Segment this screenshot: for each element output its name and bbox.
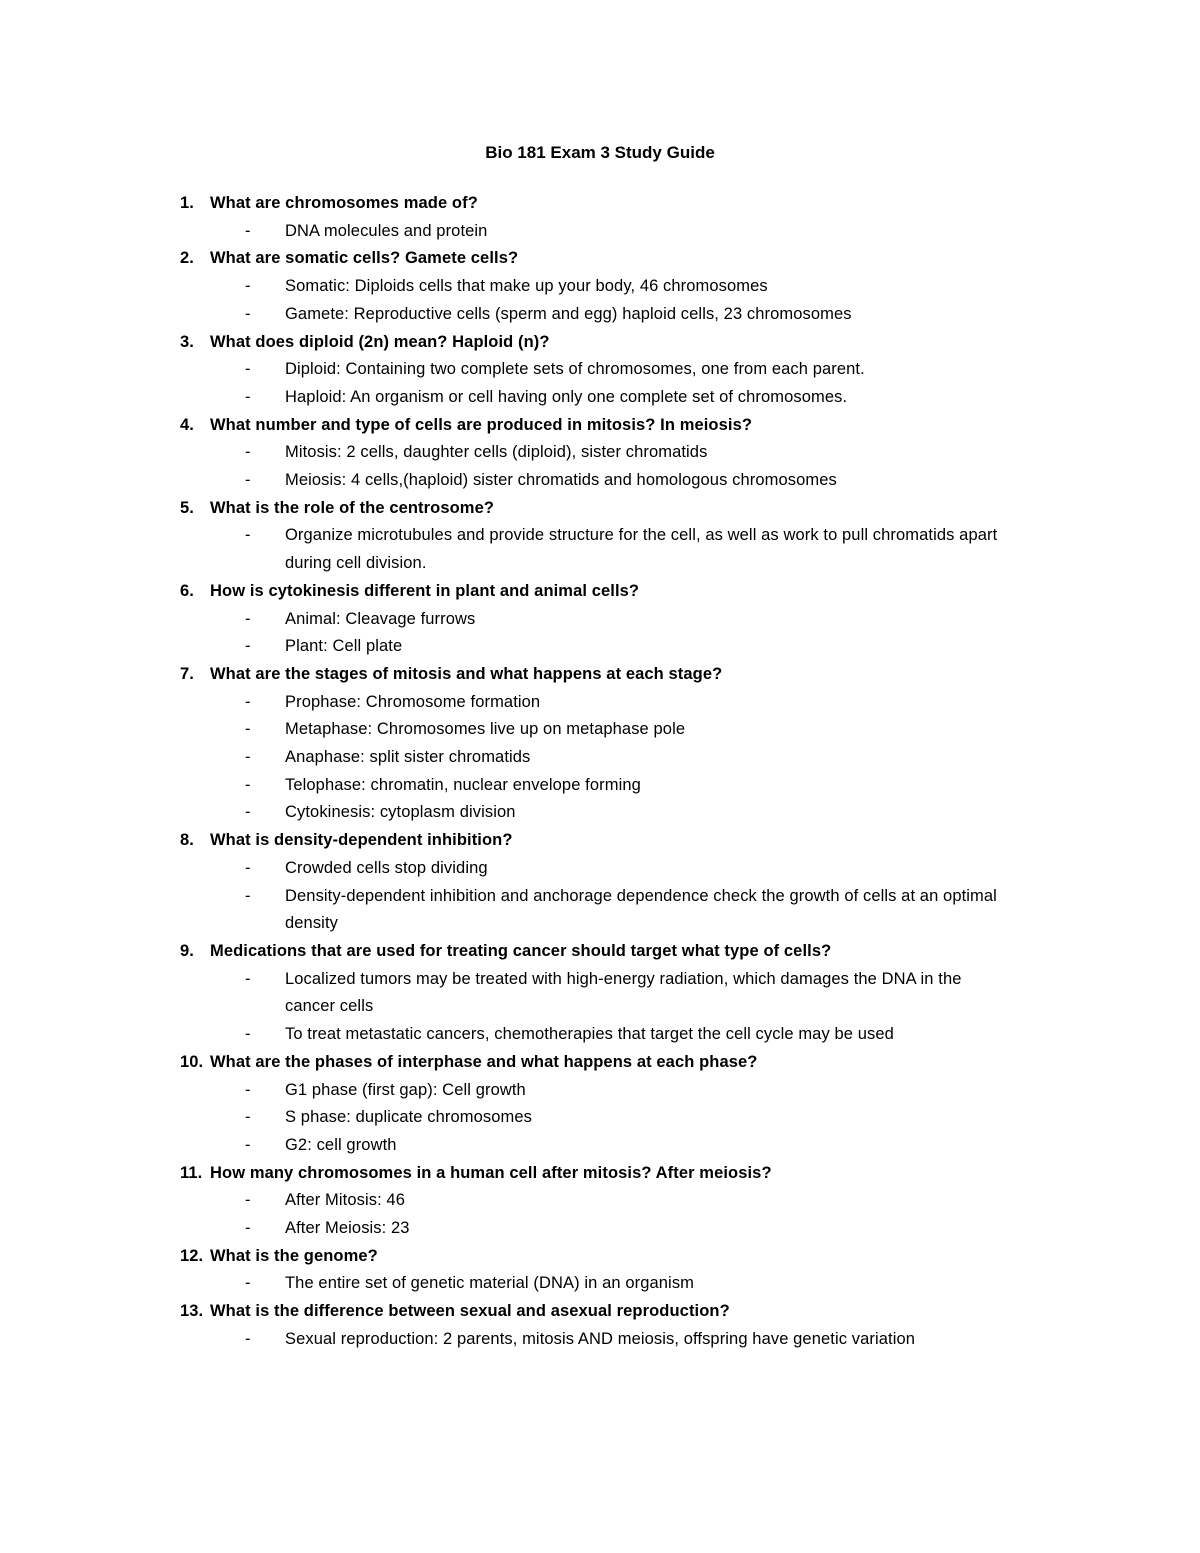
question-item xyxy=(180,245,1032,273)
question-text: How is cytokinesis different in plant and animal cells? xyxy=(210,581,640,600)
question-text: What is the genome? xyxy=(210,1246,378,1265)
answer-text: Sexual reproduction: 2 parents, mitosis AND meiosis, offspring have genetic variation xyxy=(285,1329,916,1348)
question-number: 9. xyxy=(180,941,194,960)
question-number: 13. xyxy=(180,1302,204,1321)
dash-bullet: - xyxy=(245,277,251,296)
dash-bullet: - xyxy=(245,775,251,794)
document-title: Bio 181 Exam 3 Study Guide xyxy=(485,143,715,162)
answer-text: Prophase: Chromosome formation xyxy=(285,692,541,711)
question-number: 8. xyxy=(180,831,194,850)
question-item xyxy=(180,661,1032,689)
question-number: 1. xyxy=(180,194,194,212)
answer-text: Haploid: An organism or cell having only one complete set of chromosomes. xyxy=(285,387,848,406)
question-number: 3. xyxy=(180,332,194,351)
question-item xyxy=(180,412,1032,440)
dash-bullet: - xyxy=(245,969,251,988)
answer-item xyxy=(245,772,1032,800)
study-guide-list xyxy=(180,190,1032,1354)
answer-item xyxy=(245,218,1032,246)
question-text: What are somatic cells? Gamete cells? xyxy=(210,249,519,268)
dash-bullet: - xyxy=(245,1025,251,1044)
dash-bullet: - xyxy=(245,1219,251,1238)
dash-bullet: - xyxy=(245,1135,251,1154)
question-number: 4. xyxy=(180,415,194,434)
answer-item xyxy=(245,606,1032,634)
answer-text: Localized tumors may be treated with high-energy radiation, which damages the DNA in the cancer cells xyxy=(285,969,962,1016)
dash-bullet: - xyxy=(245,360,251,379)
answer-item xyxy=(245,1270,1032,1298)
question-item xyxy=(180,495,1032,523)
dash-bullet: - xyxy=(245,526,251,545)
answer-text: Diploid: Containing two complete sets of chromosomes, one from each parent. xyxy=(285,360,865,379)
dash-bullet: - xyxy=(245,387,251,406)
answer-text: Metaphase: Chromosomes live up on metaphase pole xyxy=(285,720,686,739)
question-number: 6. xyxy=(180,581,194,600)
answer-item xyxy=(245,1104,1032,1132)
answer-item xyxy=(245,716,1032,744)
answer-text: Meiosis: 4 cells,(haploid) sister chromatids and homologous chromosomes xyxy=(285,471,837,490)
question-text: What number and type of cells are produced in mitosis? In meiosis? xyxy=(210,415,753,434)
answer-text: Animal: Cleavage furrows xyxy=(285,609,476,628)
question-number: 10. xyxy=(180,1052,204,1071)
question-number: 11. xyxy=(180,1163,203,1182)
answer-text: After Mitosis: 46 xyxy=(285,1191,405,1210)
answer-item xyxy=(245,744,1032,772)
dash-bullet: - xyxy=(245,443,251,462)
question-item xyxy=(180,827,1032,855)
question-text: What is density-dependent inhibition? xyxy=(210,831,513,850)
answer-text: DNA molecules and protein xyxy=(285,221,488,240)
question-item xyxy=(180,1243,1032,1271)
answer-item xyxy=(245,273,1032,301)
dash-bullet: - xyxy=(245,609,251,628)
answer-text: After Meiosis: 23 xyxy=(285,1219,410,1238)
question-item xyxy=(180,190,1032,218)
question-text: What are the phases of interphase and what happens at each phase? xyxy=(210,1052,758,1071)
answer-text: The entire set of genetic material (DNA) in an organism xyxy=(285,1274,695,1293)
dash-bullet: - xyxy=(245,1080,251,1099)
answer-item xyxy=(245,855,1032,883)
question-item xyxy=(180,329,1032,357)
answer-item xyxy=(245,522,1032,577)
answer-item xyxy=(245,1326,1032,1354)
dash-bullet: - xyxy=(245,692,251,711)
answer-item xyxy=(245,1215,1032,1243)
answer-item xyxy=(245,439,1032,467)
answer-item xyxy=(245,883,1032,938)
answer-text: G2: cell growth xyxy=(285,1135,397,1154)
answer-item xyxy=(245,633,1032,661)
question-item xyxy=(180,1160,1032,1188)
question-text: What are the stages of mitosis and what happens at each stage? xyxy=(210,664,723,683)
dash-bullet: - xyxy=(245,471,251,490)
question-text: Medications that are used for treating cancer should target what type of cells? xyxy=(210,941,832,960)
dash-bullet: - xyxy=(245,637,251,656)
answer-item xyxy=(245,966,1032,1021)
question-text: What are chromosomes made of? xyxy=(210,194,478,212)
question-item xyxy=(180,1298,1032,1326)
question-number: 2. xyxy=(180,249,194,268)
answer-text: S phase: duplicate chromosomes xyxy=(285,1108,532,1127)
answer-text: Cytokinesis: cytoplasm division xyxy=(285,803,516,822)
answer-item xyxy=(245,799,1032,827)
answer-text: Plant: Cell plate xyxy=(285,637,403,656)
dash-bullet: - xyxy=(245,1108,251,1127)
question-text: How many chromosomes in a human cell after mitosis? After meiosis? xyxy=(210,1163,772,1182)
answer-item xyxy=(245,384,1032,412)
answer-item xyxy=(245,1021,1032,1049)
answer-item xyxy=(245,467,1032,495)
dash-bullet: - xyxy=(245,886,251,905)
question-text: What is the difference between sexual and asexual reproduction? xyxy=(210,1302,730,1321)
answer-text: G1 phase (first gap): Cell growth xyxy=(285,1080,526,1099)
dash-bullet: - xyxy=(245,858,251,877)
question-text: What is the role of the centrosome? xyxy=(210,498,495,517)
answer-text: Mitosis: 2 cells, daughter cells (diploid), sister chromatids xyxy=(285,443,708,462)
question-item xyxy=(180,938,1032,966)
dash-bullet: - xyxy=(245,221,251,240)
question-item xyxy=(180,1049,1032,1077)
question-text: What does diploid (2n) mean? Haploid (n)? xyxy=(210,332,550,351)
dash-bullet: - xyxy=(245,803,251,822)
question-item xyxy=(180,578,1032,606)
dash-bullet: - xyxy=(245,748,251,767)
answer-text: Somatic: Diploids cells that make up your body, 46 chromosomes xyxy=(285,277,768,296)
dash-bullet: - xyxy=(245,1191,251,1210)
answer-item xyxy=(245,1187,1032,1215)
dash-bullet: - xyxy=(245,304,251,323)
answer-text: Crowded cells stop dividing xyxy=(285,858,488,877)
answer-item xyxy=(245,689,1032,717)
answer-text: Density-dependent inhibition and anchorage dependence check the growth of cells at an optimal density xyxy=(285,886,997,933)
answer-item xyxy=(245,1132,1032,1160)
dash-bullet: - xyxy=(245,720,251,739)
dash-bullet: - xyxy=(245,1329,251,1348)
answer-item xyxy=(245,301,1032,329)
answer-text: Gamete: Reproductive cells (sperm and egg) haploid cells, 23 chromosomes xyxy=(285,304,852,323)
answer-text: Telophase: chromatin, nuclear envelope forming xyxy=(285,775,641,794)
question-number: 12. xyxy=(180,1246,204,1265)
question-number: 5. xyxy=(180,498,194,517)
answer-text: To treat metastatic cancers, chemotherapies that target the cell cycle may be used xyxy=(285,1025,894,1044)
question-number: 7. xyxy=(180,664,194,683)
answer-text: Anaphase: split sister chromatids xyxy=(285,748,531,767)
answer-item xyxy=(245,1077,1032,1105)
answer-item xyxy=(245,356,1032,384)
answer-text: Organize microtubules and provide structure for the cell, as well as work to pull chromatids apart during cell division. xyxy=(285,526,998,573)
dash-bullet: - xyxy=(245,1274,251,1293)
